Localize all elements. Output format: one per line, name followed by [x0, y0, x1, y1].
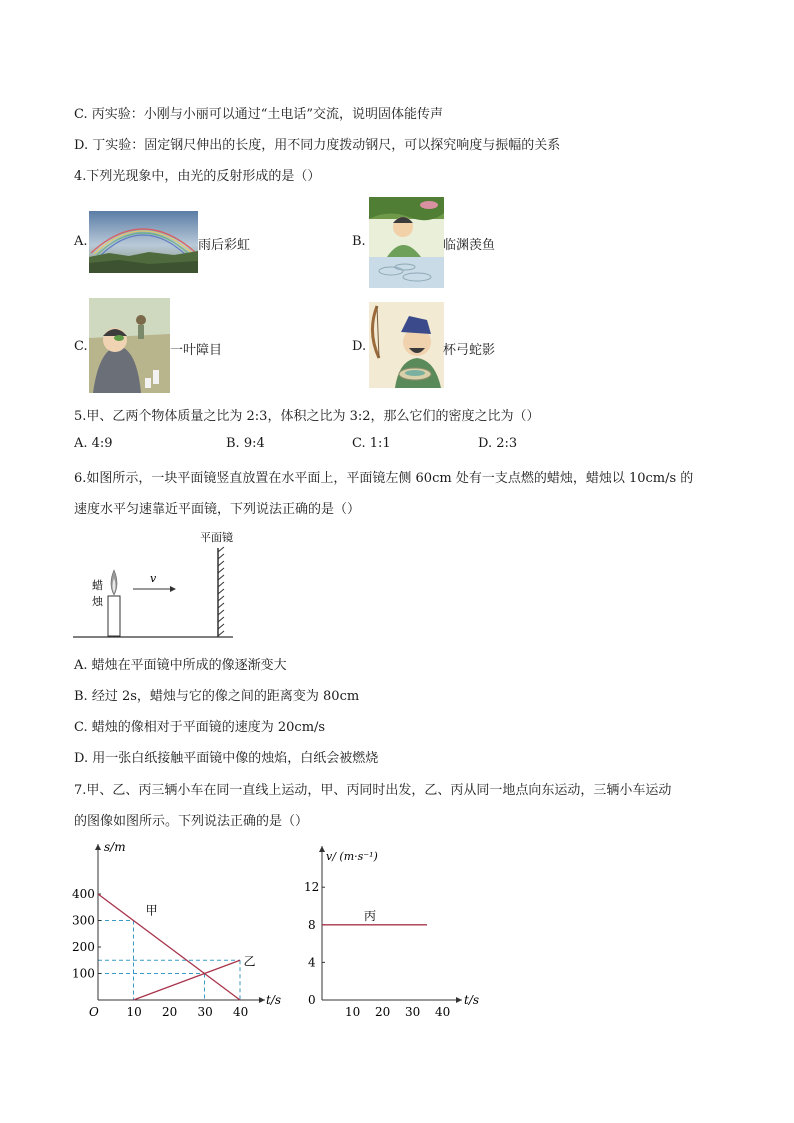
q4-option-d-text: 杯弓蛇影: [443, 343, 496, 358]
q4-option-c-label: C.: [74, 339, 88, 354]
question5-stem: 5.甲、乙两个物体质量之比为 2:3，体积之比为 3:2，那么它们的密度之比为（）: [74, 409, 540, 424]
vt-y-tick-label: 4: [308, 955, 316, 970]
velocity-label: v: [150, 572, 157, 585]
candle-label-1: 蜡: [92, 579, 103, 592]
candle-body: [108, 596, 120, 636]
question3-option-c: C. 丙实验：小刚与小丽可以通过“土电话”交流，说明固体能传声: [74, 107, 444, 122]
vt-x-tick-label: 40: [435, 1005, 451, 1019]
q5-option-a: A. 4:9: [74, 436, 113, 451]
st-x-axis-label: t/s: [266, 993, 282, 1007]
st-y-tick-label: 200: [72, 940, 95, 954]
vt-y-tick-label: 0: [308, 993, 316, 1007]
q5-option-b: B. 9:4: [226, 436, 265, 451]
q4-option-c-text: 一叶障目: [170, 343, 223, 358]
q4-option-a-text: 雨后彩虹: [198, 238, 251, 253]
mirror-label: 平面镜: [200, 531, 233, 544]
q6-option-c: C. 蜡烛的像相对于平面镜的速度为 20cm/s: [74, 720, 326, 735]
q6-option-b: B. 经过 2s，蜡烛与它的像之间的距离变为 80cm: [74, 689, 360, 704]
q4-option-a-label: A.: [74, 234, 88, 249]
vt-x-tick-label: 30: [405, 1005, 421, 1019]
st-x-tick-label: 40: [233, 1005, 249, 1019]
vt-y-tick-label: 8: [308, 917, 316, 932]
mirror-candle-figure: [70, 528, 240, 640]
st-x-tick-label: 20: [162, 1005, 178, 1019]
leaf-blocking-eye-image: [89, 298, 170, 393]
st-x-tick-label: 30: [197, 1005, 213, 1019]
st-y-tick-label: 300: [72, 913, 95, 928]
question6-stem-line2: 速度水平匀速靠近平面镜，下列说法正确的是（）: [74, 502, 361, 517]
st-origin-label: O: [89, 1005, 99, 1019]
q5-option-c: C. 1:1: [352, 436, 391, 451]
bow-reflection-image: [369, 302, 444, 388]
vt-x-axis-label: t/s: [464, 993, 480, 1007]
q5-option-d: D. 2:3: [478, 436, 518, 451]
q4-option-b-label: B.: [352, 234, 366, 249]
question3-option-d: D. 丁实验：固定钢尺伸出的长度，用不同力度拨动钢尺，可以探究响度与振幅的关系: [74, 138, 561, 153]
question7-stem-line2: 的图像如图所示。下列说法正确的是（）: [74, 814, 309, 829]
st-x-tick-label: 10: [126, 1005, 142, 1019]
st-y-tick-label: 400: [72, 887, 95, 901]
question7-stem-line1: 7.甲、乙、丙三辆小车在同一直线上运动，甲、丙同时出发，乙、丙从同一地点向东运动，三辆小车运动: [74, 783, 672, 798]
q4-option-d-label: D.: [352, 339, 367, 354]
question6-stem-line1: 6.如图所示，一块平面镜竖直放置在水平面上，平面镜左侧 60cm 处有一支点燃的蜡烛，蜡烛以 10cm/s 的: [74, 471, 694, 486]
vt-x-tick-label: 10: [345, 1005, 361, 1019]
rainbow-image: [89, 211, 198, 273]
q4-option-b-text: 临渊羡鱼: [443, 238, 496, 253]
st-series-line: [98, 894, 240, 1000]
displacement-time-chart: [70, 838, 290, 1023]
vt-y-tick-label: 12: [304, 880, 320, 895]
fishing-person-image: [369, 197, 444, 288]
st-series-label: 乙: [243, 954, 256, 969]
vt-x-tick-label: 20: [375, 1005, 391, 1019]
st-series-label: 甲: [145, 903, 158, 918]
st-y-tick-label: 100: [72, 966, 95, 981]
question4-stem: 4.下列光现象中，由光的反射形成的是（）: [74, 169, 321, 184]
st-series-line: [134, 960, 241, 1000]
st-y-axis-label: s/m: [104, 840, 126, 854]
vt-series-label: 丙: [364, 908, 377, 923]
q6-option-a: A. 蜡烛在平面镜中所成的像逐渐变大: [74, 658, 287, 673]
mirror-hatching: [218, 547, 224, 636]
candle-label-2: 烛: [92, 595, 103, 608]
velocity-time-chart: [300, 840, 490, 1020]
q6-option-d: D. 用一张白纸接触平面镜中像的烛焰，白纸会被燃烧: [74, 751, 379, 766]
vt-y-axis-label: v/ (m·s⁻¹): [326, 850, 378, 863]
